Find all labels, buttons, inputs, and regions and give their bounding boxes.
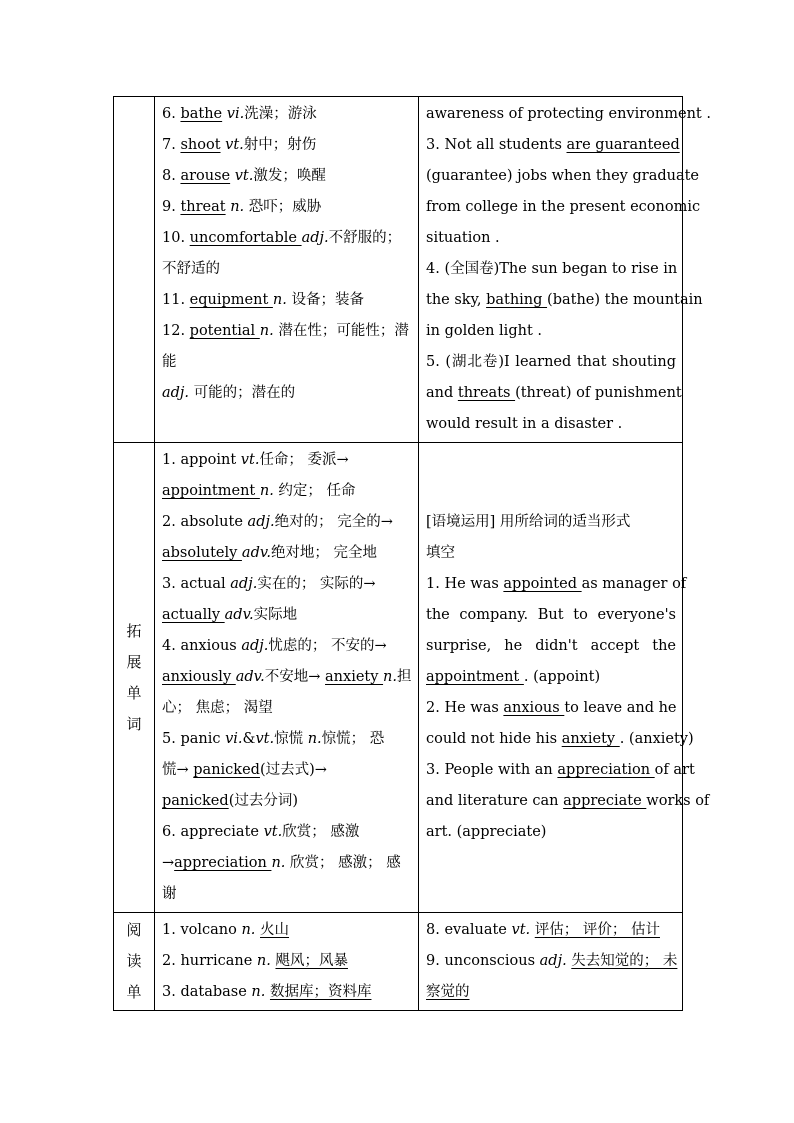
row-label-char: 拓 [126, 621, 142, 640]
right-cell-line [426, 99, 711, 130]
right-cell-line [426, 161, 700, 192]
text-segment: 忧虑的； 不安的→ [268, 638, 387, 654]
left-cell-line [162, 724, 412, 755]
answer-blank: anxiety [325, 669, 384, 685]
part-of-speech: adv. [224, 607, 254, 623]
right-cell-line [426, 285, 703, 316]
answer-blank: 火山 [260, 922, 290, 938]
left-cell-line [162, 378, 412, 409]
left-cell [155, 97, 419, 443]
answer-blank: threats [457, 385, 516, 401]
text-segment: 不安地→ [264, 669, 326, 685]
text-segment: 1. He was [426, 576, 504, 592]
left-cell-line [162, 445, 412, 476]
answer-blank: 失去知觉的； 未 [571, 953, 678, 969]
left-cell-line [162, 786, 412, 817]
text-segment: 洗澡；游泳 [244, 106, 317, 122]
right-cell [419, 97, 711, 443]
text-segment: 能 [162, 354, 177, 370]
text-segment: to leave and he [564, 700, 677, 716]
text-segment: 9. [162, 199, 181, 215]
text-segment: 4. (全国卷)The sun began to rise in [426, 261, 678, 277]
text-segment: 不舒服的； [328, 230, 402, 246]
part-of-speech: adj. [241, 638, 269, 654]
right-cell-line [426, 507, 676, 538]
table-row [114, 443, 683, 913]
part-of-speech: adv. [235, 669, 265, 685]
part-of-speech: adj. [301, 230, 329, 246]
table-row [114, 97, 683, 443]
text-segment: 2. He was [426, 700, 504, 716]
answer-blank: 数据库；资料库 [269, 984, 372, 1000]
text-segment: 8. [162, 168, 181, 184]
answer-blank: shoot [180, 137, 221, 153]
text-segment: 3. People with an [426, 762, 558, 778]
left-cell-line [162, 347, 412, 378]
row-label-char: 展 [126, 652, 142, 671]
text-segment: . (anxiety) [619, 731, 694, 747]
answer-blank: absolutely [162, 545, 242, 561]
text-segment: 可能的；潜在的 [189, 385, 296, 401]
part-of-speech: n. [241, 922, 256, 938]
text-segment: works of [646, 793, 710, 809]
text-segment: as manager of [581, 576, 687, 592]
part-of-speech: vt. [511, 922, 531, 938]
answer-blank: 察觉的 [426, 984, 470, 1000]
text-segment: 12. [162, 323, 190, 339]
text-segment: 不舒适的 [162, 261, 220, 277]
text-segment: 欣赏； 感激 [282, 824, 360, 840]
right-cell-line [426, 409, 676, 440]
part-of-speech: n. [259, 483, 274, 499]
left-cell-line [162, 848, 412, 879]
left-cell-line [162, 946, 412, 977]
part-of-speech: n. [383, 669, 397, 685]
text-segment: the company. But to everyone's [426, 607, 676, 623]
left-cell-line [162, 99, 412, 130]
text-segment: 10. [162, 230, 190, 246]
answer-blank: threat [180, 199, 226, 215]
row-label-cell [114, 443, 155, 913]
left-cell-line [162, 693, 412, 724]
part-of-speech: vt. [263, 824, 283, 840]
text-segment: 惊慌 [274, 731, 308, 747]
text-segment: 潜在性；可能性；潜 [273, 323, 409, 339]
part-of-speech: adj. [539, 953, 567, 969]
part-of-speech: n. [271, 855, 286, 871]
text-segment: 11. [162, 292, 190, 308]
part-of-speech: vt. [234, 168, 254, 184]
right-cell-line [426, 192, 701, 223]
text-segment: 9. unconscious [426, 953, 540, 969]
part-of-speech: vt. [240, 452, 260, 468]
text-segment: 填空 [426, 545, 455, 561]
text-segment: 射中；射伤 [243, 137, 317, 153]
part-of-speech: n. [251, 984, 266, 1000]
left-cell-line [162, 130, 412, 161]
answer-blank: arouse [180, 168, 231, 184]
part-of-speech: vt. [255, 731, 275, 747]
right-cell-line [426, 378, 682, 409]
text-segment: 绝对的； 完全的→ [274, 514, 393, 530]
left-cell-line [162, 316, 412, 347]
text-segment: art. (appreciate) [426, 824, 547, 840]
part-of-speech: n. [256, 953, 271, 969]
left-cell-line [162, 977, 412, 1008]
answer-blank: uncomfortable [189, 230, 302, 246]
part-of-speech: n. [272, 292, 287, 308]
right-cell-line [426, 445, 676, 476]
right-cell-line [426, 130, 680, 161]
left-cell-line [162, 476, 412, 507]
text-segment: awareness of protecting environment . [426, 106, 711, 122]
answer-blank: appointment [162, 483, 260, 499]
right-cell-line [426, 786, 710, 817]
text-segment: 5. panic [162, 731, 226, 747]
part-of-speech: adv. [241, 545, 271, 561]
row-label-char: 读 [126, 952, 142, 970]
text-segment: the sky, [426, 292, 487, 308]
answer-blank: appointed [503, 576, 582, 592]
left-cell-line [162, 569, 412, 600]
left-cell-line [162, 161, 412, 192]
text-segment: 5. (湖北卷)I learned that shouting [426, 354, 676, 370]
text-segment: 欣赏； 感激； 感 [285, 855, 401, 871]
text-segment: 4. anxious [162, 638, 242, 654]
right-cell-line [426, 254, 676, 285]
answer-blank: panicked [162, 793, 229, 809]
left-cell-line [162, 538, 412, 569]
text-segment: 8. evaluate [426, 922, 512, 938]
text-segment: 3. Not all students [426, 137, 567, 153]
left-cell-line [162, 755, 412, 786]
text-segment: (guarantee) jobs when they graduate [426, 168, 700, 184]
right-cell [419, 913, 683, 1011]
text-segment: 6. [162, 106, 181, 122]
answer-blank: are guaranteed [566, 137, 680, 153]
right-cell-line [426, 724, 694, 755]
vocabulary-table [113, 96, 711, 1011]
left-cell-line [162, 631, 412, 662]
left-cell-line [162, 817, 412, 848]
left-cell-line [162, 254, 412, 285]
text-segment: 3. database [162, 984, 252, 1000]
text-segment: 约定； 任命 [273, 483, 356, 499]
part-of-speech: vi. [226, 106, 245, 122]
answer-blank: anxiety [561, 731, 620, 747]
text-segment: would result in a disaster . [426, 416, 623, 432]
text-segment: 1. appoint [162, 452, 241, 468]
answer-blank: appreciation [174, 855, 272, 871]
text-segment: 担 [397, 669, 412, 685]
row-label-char: 单 [126, 683, 142, 702]
text-segment: 激发；唤醒 [253, 168, 326, 184]
left-cell [155, 913, 419, 1011]
text-segment: [语境运用] 用所给词的适当形式 [426, 514, 631, 530]
left-cell-line [162, 507, 412, 538]
right-cell-line [426, 538, 676, 569]
right-cell-line [426, 316, 676, 347]
left-cell-line [162, 662, 412, 693]
part-of-speech: adj. [247, 514, 275, 530]
table-row [114, 913, 683, 1011]
answer-blank: 评估； 评价； 估计 [534, 922, 660, 938]
text-segment: 设备；装备 [286, 292, 364, 308]
answer-blank: appreciation [557, 762, 655, 778]
text-segment: . (appoint) [523, 669, 601, 685]
answer-blank: anxiously [162, 669, 236, 685]
left-cell-line [162, 879, 412, 910]
text-segment: of art [654, 762, 695, 778]
part-of-speech: vi. [225, 731, 243, 747]
left-cell-line [162, 192, 412, 223]
text-segment: could not hide his [426, 731, 562, 747]
answer-blank: potential [189, 323, 260, 339]
answer-blank: bathe [180, 106, 223, 122]
part-of-speech: n. [259, 323, 274, 339]
answer-blank: anxious [503, 700, 565, 716]
left-cell-line [162, 915, 412, 946]
text-segment: & [242, 731, 256, 747]
right-cell-line [426, 817, 676, 848]
row-label-char: 阅 [126, 921, 142, 939]
left-cell-line [162, 600, 412, 631]
answer-blank: bathing [486, 292, 548, 308]
left-cell-line [162, 223, 412, 254]
row-label [114, 616, 154, 740]
right-cell [419, 443, 710, 913]
text-segment: 实在的； 实际的→ [257, 576, 376, 592]
text-segment: surprise, he didn't accept the [426, 638, 676, 654]
left-cell-line [162, 285, 412, 316]
part-of-speech: n. [307, 731, 322, 747]
answer-blank: appointment [426, 669, 524, 685]
text-segment: 3. actual [162, 576, 231, 592]
text-segment: 绝对地； 完全地 [270, 545, 378, 561]
right-cell-line [426, 946, 676, 977]
right-cell-line [426, 476, 676, 507]
part-of-speech: adj. [162, 385, 190, 401]
text-segment: 7. [162, 137, 181, 153]
left-cell [155, 443, 419, 913]
text-segment: (threat) of punishment [515, 385, 682, 401]
answer-blank: equipment [189, 292, 273, 308]
text-segment: in golden light . [426, 323, 542, 339]
text-segment: situation . [426, 230, 500, 246]
row-label-cell [114, 97, 155, 443]
text-segment: 1. volcano [162, 922, 242, 938]
row-label-cell [114, 913, 155, 1011]
part-of-speech: adj. [230, 576, 258, 592]
answer-blank: appreciate [563, 793, 647, 809]
text-segment: (bathe) the mountain [547, 292, 703, 308]
text-segment: 6. appreciate [162, 824, 264, 840]
right-cell-line [426, 631, 676, 662]
text-segment: and literature can [426, 793, 564, 809]
part-of-speech: n. [230, 199, 245, 215]
right-cell-line [426, 977, 676, 1008]
right-cell-line [426, 693, 676, 724]
right-cell-line [426, 347, 676, 378]
right-cell-line [426, 569, 687, 600]
row-label-char: 单 [126, 983, 142, 1001]
part-of-speech: vt. [225, 137, 244, 153]
right-cell-line [426, 600, 676, 631]
right-cell-line [426, 662, 676, 693]
text-segment: 慌→ [162, 762, 194, 778]
text-segment: 任命； 委派→ [259, 452, 349, 468]
text-segment: (过去式)→ [259, 762, 327, 778]
answer-blank: panicked [193, 762, 260, 778]
text-segment: 2. hurricane [162, 953, 257, 969]
text-segment: and [426, 385, 458, 401]
right-cell-line [426, 223, 676, 254]
text-segment: 惊慌； 恐 [321, 731, 385, 747]
text-segment: 实际地 [253, 607, 298, 623]
right-cell-line [426, 915, 676, 946]
row-label-char: 词 [126, 714, 142, 733]
row-label [114, 915, 154, 1008]
answer-blank: 飓风；风暴 [275, 953, 348, 969]
answer-blank: actually [162, 607, 225, 623]
text-segment: 心； 焦虑； 渴望 [162, 700, 273, 716]
text-segment: (过去分词) [228, 793, 299, 809]
text-segment: from college in the present economic [426, 199, 701, 215]
text-segment: → [162, 855, 175, 871]
text-segment: 恐吓；威胁 [244, 199, 322, 215]
text-segment: 2. absolute [162, 514, 248, 530]
right-cell-line [426, 755, 695, 786]
text-segment: 谢 [162, 886, 177, 902]
